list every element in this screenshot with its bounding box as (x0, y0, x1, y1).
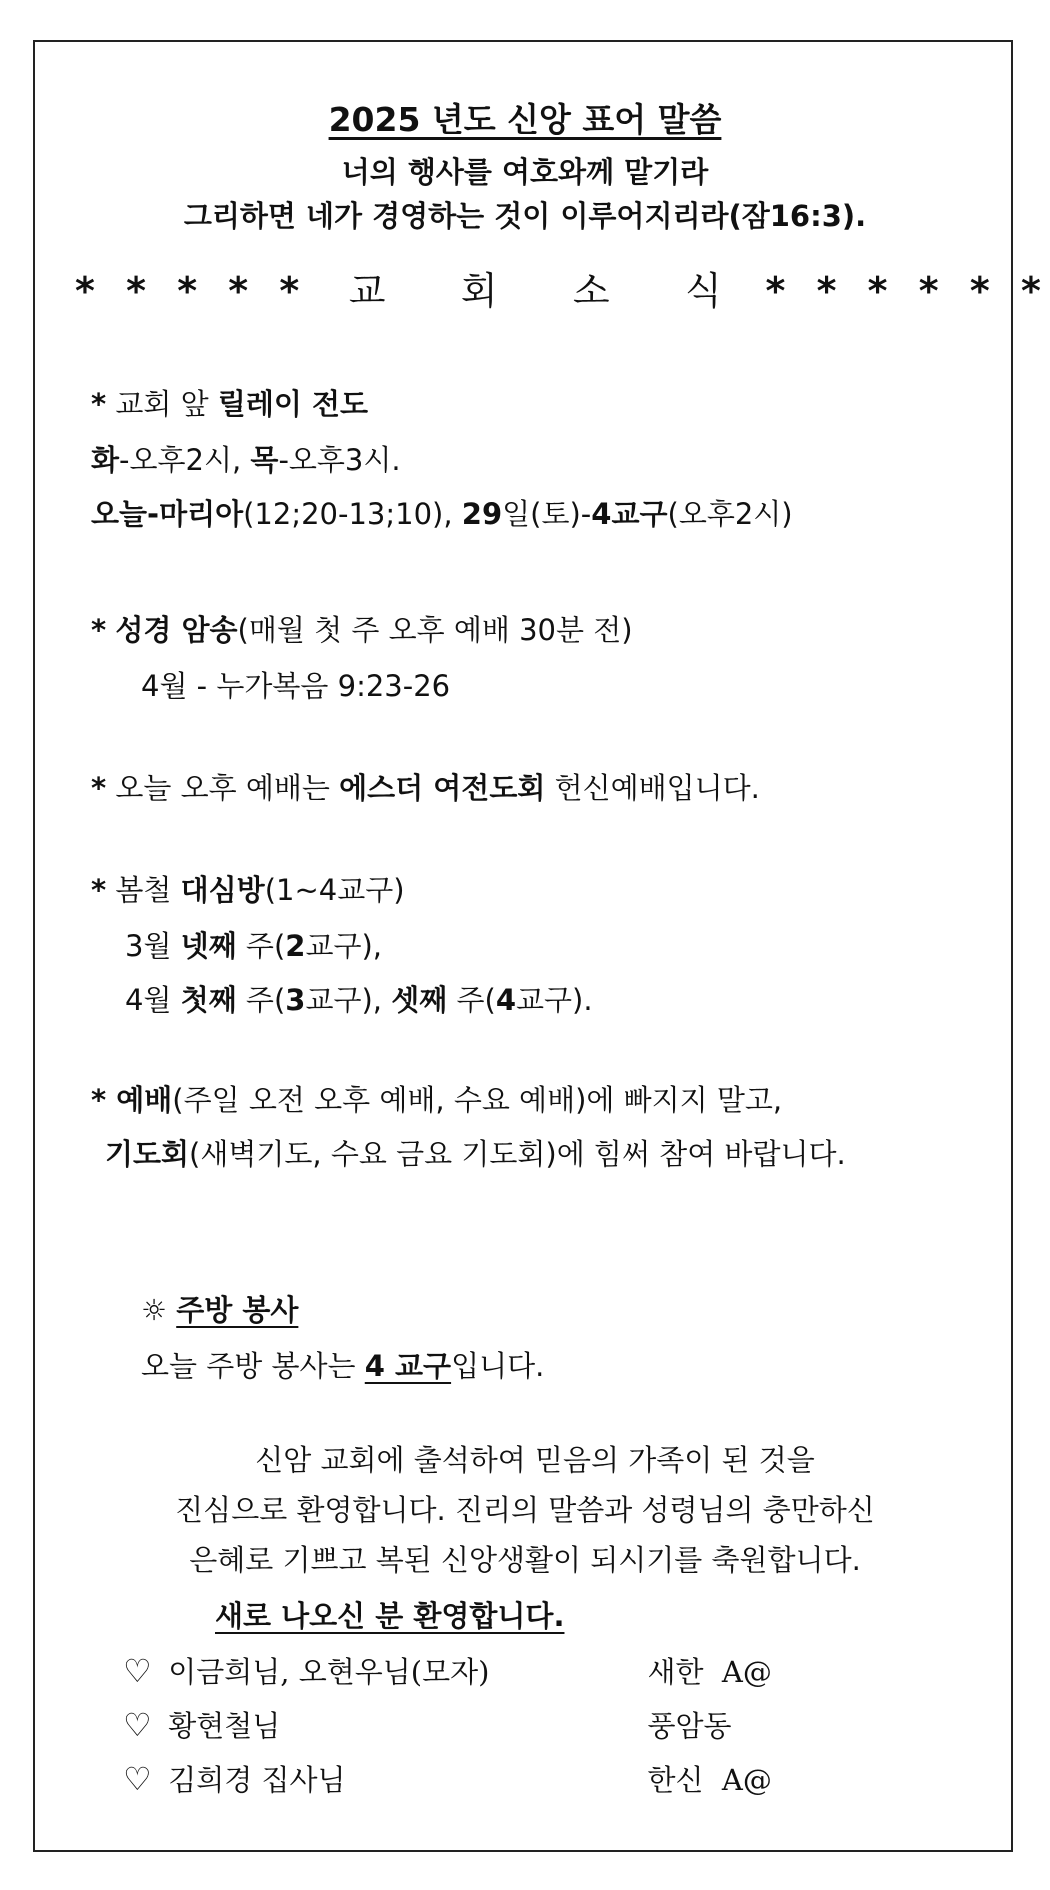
newcomer-place: 새한 A@ (647, 1655, 772, 1689)
kitchen-district: 4 교구 (364, 1349, 452, 1383)
banner-char-3: 소 (572, 269, 610, 313)
visitation-pre: 봄철 (106, 873, 181, 907)
april-post: 교구). (516, 983, 593, 1017)
newcomer-row (123, 1758, 943, 1799)
worship-line-2 (105, 1132, 846, 1173)
relay-today (91, 492, 793, 533)
newcomer-name: 김희경 집사님 (168, 1763, 346, 1797)
relay-heading (91, 382, 368, 423)
relay-label-bold: 릴레이 전도 (217, 387, 369, 421)
bible-april: 4월 - 누가복음 9:23-26 (141, 669, 451, 703)
service-bold: 에스더 여전도회 (339, 771, 546, 805)
heart-outline-icon: ♡ (123, 1652, 152, 1690)
march-post: 교구), (305, 929, 383, 963)
heart-outline-icon: ♡ (123, 1760, 152, 1798)
march-bold2: 2 (285, 929, 306, 963)
service-pre: 오늘 오후 예배는 (106, 771, 340, 805)
worship-line-1 (91, 1078, 782, 1119)
service-post: 헌신예배입니다. (545, 771, 760, 805)
relay-schedule (91, 438, 401, 479)
relay-today-time: (12;20-13;10), (243, 497, 462, 531)
worship-text: (주일 오전 오후 예배, 수요 예배)에 빠지지 말고, (172, 1083, 783, 1117)
newcomer-name: 황현철님 (168, 1709, 281, 1743)
relay-today-label: 오늘-마리아 (91, 497, 244, 531)
april-bold2: 3 (285, 983, 306, 1017)
april-pre: 4월 (125, 983, 181, 1017)
motto-title-text: 2025 년도 신앙 표어 말씀 (328, 100, 722, 139)
relay-district-time: (오후2시) (667, 497, 793, 531)
newcomer-title (215, 1594, 564, 1635)
relay-date-plain: 일(토)- (502, 497, 592, 531)
visitation-march (125, 924, 382, 965)
april-mid2: 교구), (305, 983, 392, 1017)
visitation-post: (1~4교구) (264, 873, 405, 907)
march-pre: 3월 (125, 929, 181, 963)
march-bold: 넷째 (180, 929, 237, 963)
bullet: * (91, 873, 107, 907)
bullet: * (91, 771, 107, 805)
church-news-banner (75, 260, 1050, 315)
welcome-line-3: 은혜로 기쁘고 복된 신앙생활이 되시기를 축원합니다. (189, 1543, 861, 1577)
verse-line-2: 그리하면 네가 경영하는 것이 이루어지리라(잠16:3). (183, 199, 867, 233)
newcomer-title-text: 새로 나오신 분 환영합니다. (215, 1599, 565, 1633)
kitchen-heading (141, 1288, 298, 1329)
relay-tue-time: -오후2시, (119, 443, 251, 477)
banner-char-4: 식 (685, 269, 722, 313)
visitation-bold: 대심방 (180, 873, 265, 907)
banner-char-1: 교 (348, 269, 386, 313)
newcomer-row (123, 1704, 943, 1745)
kitchen-post: 입니다. (451, 1349, 545, 1383)
heart-outline-icon: ♡ (123, 1706, 152, 1744)
relay-label-plain: 교회 앞 (115, 387, 218, 421)
march-mid: 주( (236, 929, 286, 963)
kitchen-line (141, 1344, 544, 1385)
bible-note: (매월 첫 주 오후 예배 30분 전) (237, 613, 633, 647)
newcomer-row (123, 1650, 943, 1691)
newcomer-name: 이금희님, 오현우님(모자) (168, 1655, 490, 1689)
visitation-heading (91, 868, 405, 909)
bulletin-frame (33, 40, 1050, 1852)
april-mid: 주( (236, 983, 286, 1017)
april-bold3: 셋째 (391, 983, 448, 1017)
newcomer-place: 풍암동 (647, 1709, 732, 1743)
banner-stars-right: * * * * * * (765, 269, 1050, 313)
relay-thu-time: -오후3시. (278, 443, 401, 477)
sun-icon: ☼ (141, 1293, 167, 1327)
visitation-april (125, 978, 593, 1019)
bible-label: 성경 암송 (115, 613, 238, 647)
bible-heading (91, 608, 633, 649)
bullet: * (91, 1083, 107, 1117)
april-bold4: 4 (495, 983, 516, 1017)
newcomer-place: 한신 A@ (647, 1763, 772, 1797)
relay-date: 29 (461, 497, 503, 531)
banner-stars-left: * * * * * (75, 269, 309, 313)
bullet: * (91, 613, 107, 647)
april-mid3: 주( (447, 983, 496, 1017)
service-notice (91, 766, 760, 807)
relay-tue: 화 (91, 443, 120, 477)
welcome-line-1: 신암 교회에 출석하여 믿음의 가족이 된 것을 (255, 1443, 815, 1477)
worship-bold: 예배 (106, 1083, 173, 1117)
welcome-line-2: 진심으로 환영합니다. 진리의 말씀과 성령님의 충만하신 (175, 1493, 875, 1527)
prayer-bold: 기도회 (105, 1137, 190, 1171)
verse-line-1: 너의 행사를 여호와께 맡기라 (341, 155, 709, 189)
banner-char-2: 회 (460, 269, 498, 313)
kitchen-title: 주방 봉사 (176, 1293, 299, 1327)
prayer-text: (새벽기도, 수요 금요 기도회)에 힘써 참여 바랍니다. (189, 1137, 846, 1171)
kitchen-pre: 오늘 주방 봉사는 (141, 1349, 365, 1383)
relay-district: 4교구 (591, 497, 668, 531)
april-bold: 첫째 (180, 983, 237, 1017)
relay-thu: 목 (250, 443, 279, 477)
bullet: * (91, 387, 107, 421)
motto-title (35, 94, 1015, 141)
